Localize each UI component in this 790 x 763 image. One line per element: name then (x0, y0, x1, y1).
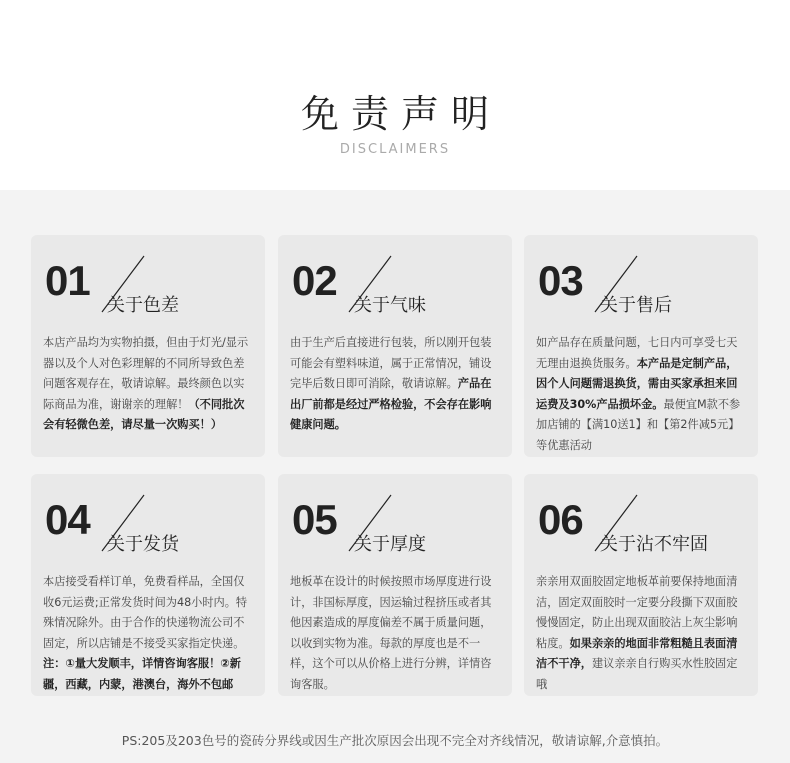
card-body-text: 最便宜M款不参加店铺的【满10送1】和【第2件减5元】等优惠活动 (536, 397, 741, 452)
card-heading: 关于厚度 (354, 534, 426, 555)
card-number: 06 (538, 496, 583, 543)
page-subtitle: DISCLAIMERS (339, 142, 451, 157)
footer-note: PS:205及203色号的瓷砖分界线或因生产批次原因会出现不完全对齐线情况，敬请谅解,介意慎拍。 (121, 733, 669, 748)
card-heading: 关于色差 (107, 295, 179, 316)
card-body (536, 572, 748, 695)
card-body-bold: （不同批次会有轻微色差，请尽量一次购买！） (43, 397, 245, 431)
card-color-difference (31, 235, 265, 457)
card-number: 05 (292, 496, 337, 543)
card-number: 03 (538, 257, 583, 304)
card-body-text: 如产品存在质量问题，七日内可享受七天无理由退换货服务。 (536, 336, 738, 370)
card-body (290, 333, 502, 436)
card-adhesion (524, 474, 758, 696)
card-body-text: 建议亲亲自行购买水性胶固定哦 (536, 657, 738, 691)
card-heading: 关于气味 (354, 295, 426, 316)
card-body (536, 333, 748, 456)
card-body-bold: 产品在出厂前都是经过严格检验，不会存在影响健康问题。 (290, 377, 492, 431)
card-body-text: 本店接受看样订单，免费看样品，全国仅收6元运费;正常发货时间为48小时内。特殊情况除外。由于合作的快递物流公司不固定，所以店铺是不接受买家指定快递。 (43, 575, 248, 650)
card-body-text: 本店产品均为实物拍摄，但由于灯光/显示器以及个人对色彩理解的不同所导致色差问题客观存在，敬请谅解。最终颜色以实际商品为准，谢谢亲的理解！ (43, 336, 249, 411)
card-body (43, 333, 255, 436)
card-body-bold: 如果亲亲的地面非常粗糙且表面清洁不干净， (536, 636, 738, 670)
card-thickness (278, 474, 512, 696)
card-heading: 关于发货 (107, 534, 179, 555)
card-body (43, 572, 255, 695)
card-heading: 关于售后 (600, 295, 672, 316)
header (0, 0, 790, 190)
card-after-sales (524, 235, 758, 457)
card-smell (278, 235, 512, 457)
card-number: 01 (45, 257, 90, 304)
card-body-text: 亲亲用双面胶固定地板革前要保持地面清洁，固定双面胶时一定要分段撕下双面胶慢慢固定，防止出现双面胶沾上灰尘影响粘度。 (536, 575, 738, 650)
card-shipping (31, 474, 265, 696)
page-title: 免责声明 (300, 92, 501, 136)
card-body-text: 由于生产后直接进行包装，所以刚开包装可能会有塑料味道，属于正常情况，铺设完毕后数日即可消除，敬请谅解。 (290, 336, 492, 390)
card-body-bold: 本产品是定制产品，因个人问题需退换货，需由买家承担来回运费及30%产品损坏金。 (536, 356, 738, 411)
card-number: 02 (292, 257, 337, 304)
card-body-text: 地板革在设计的时候按照市场厚度进行设计，非国标厚度，因运输过程挤压或者其他因素造成的厚度偏差不属于质量问题，以收到实物为准。每款的厚度也是不一样，这个可以从价格上进行分辨，详情咨询客服。 (290, 575, 492, 691)
card-heading: 关于沾不牢固 (600, 534, 708, 555)
card-body-bold: 注：①量大发顺丰，详情咨询客服！②新疆，西藏，内蒙，港澳台，海外不包邮 (43, 657, 241, 691)
card-number: 04 (45, 496, 90, 543)
card-body (290, 572, 502, 695)
